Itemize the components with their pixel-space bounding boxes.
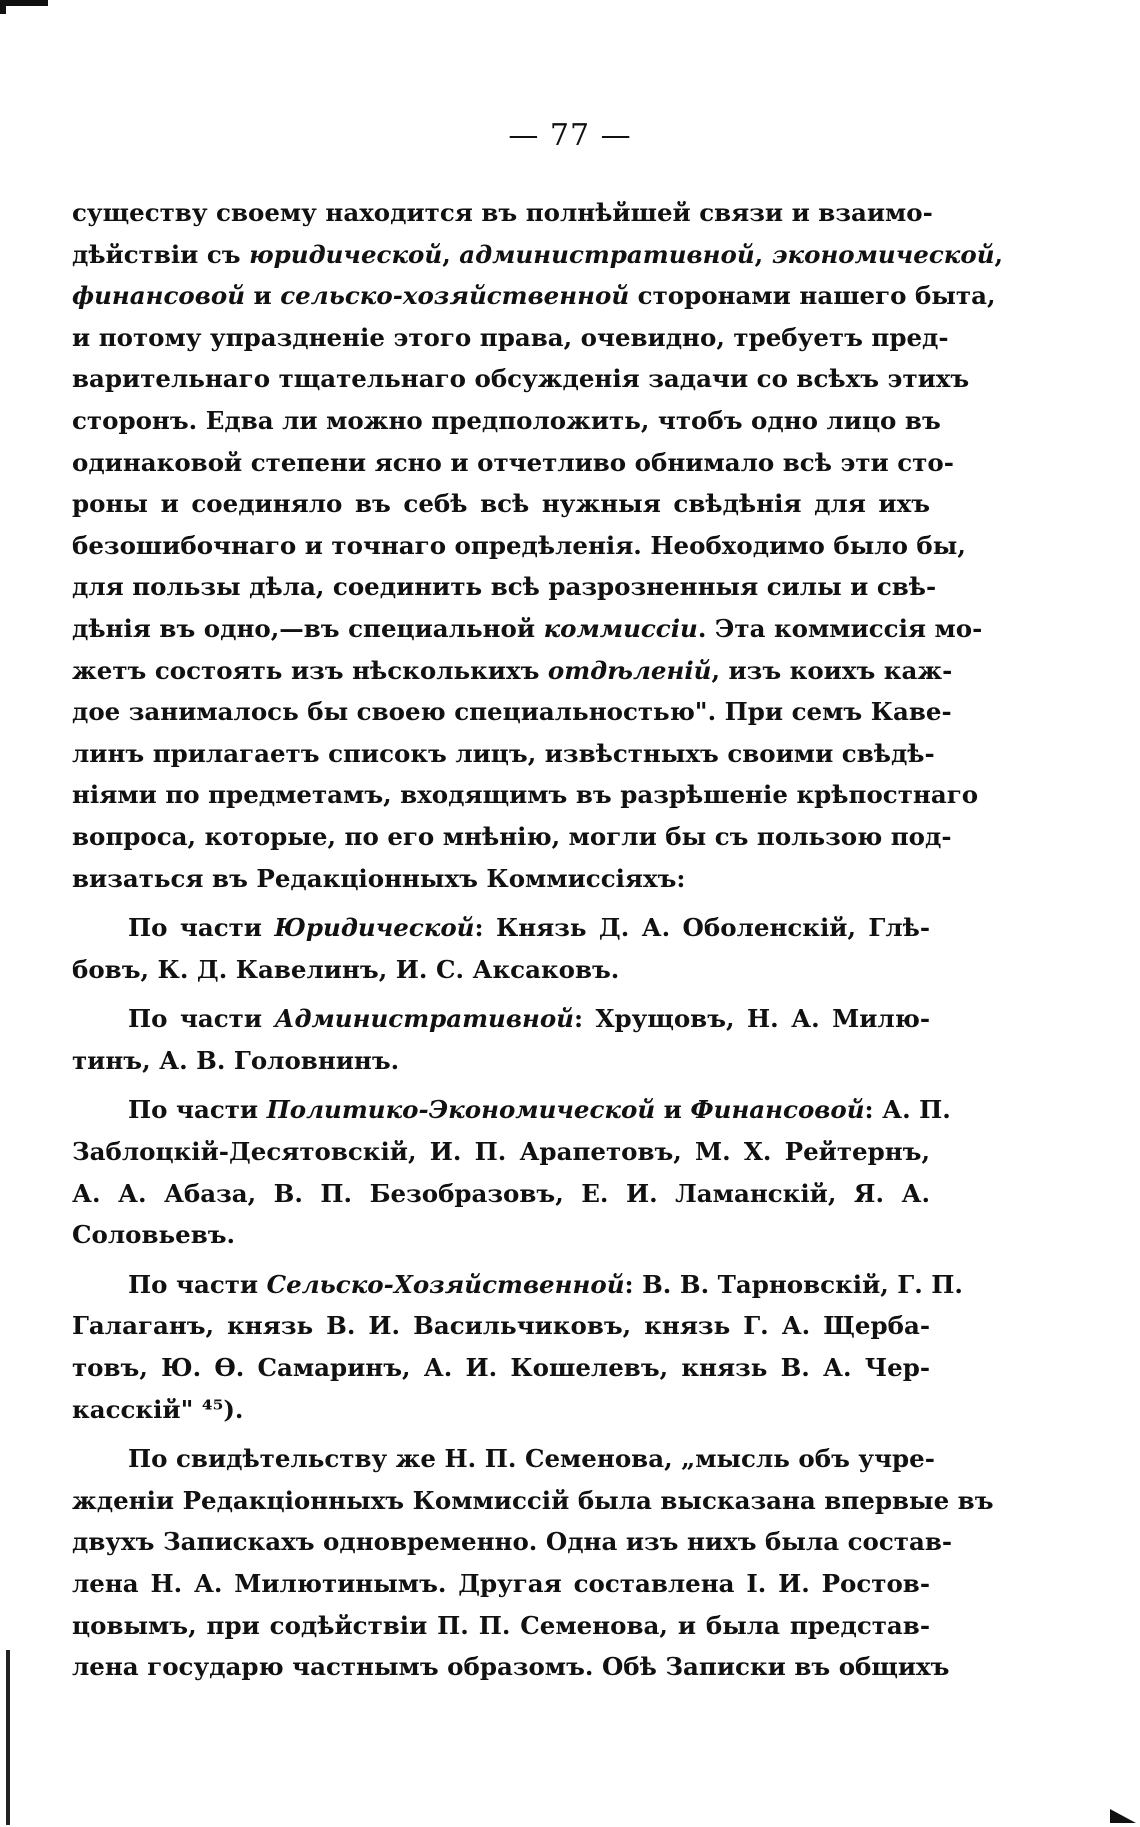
text-line: линъ прилагаетъ списокъ лицъ, извѣстныхъ своими свѣдѣ- [72,738,935,768]
text-line: жетъ состоять изъ нѣсколькихъ отдѣленій, изъ коихъ каж- [72,655,953,685]
text-line: бовъ, К. Д. Кавелинъ, И. С. Аксаковъ. [72,954,620,984]
text-line: По части Политико-Экономической и Финансовой: А. П. [128,1095,951,1125]
text-line: дѣйствіи съ юридической, административной, экономической, [72,239,1004,269]
text-line: жденіи Редакціонныхъ Коммиссій была высказана впервые въ [72,1485,994,1515]
text-line: и потому упраздненіе этого права, очевидно, требуетъ пред- [72,322,949,352]
text-line: По части Юридической: Князь Д. А. Оболенскій, Глѣ- [128,913,930,943]
emphasis-text: Сельско-Хозяйственной [266,1269,625,1299]
emphasis-text: административной [459,239,755,269]
text-line: тинъ, А. В. Головнинъ. [72,1045,400,1075]
text-line: дѣнія въ одно,—въ специальной коммиссіи. Эта коммиссія мо- [72,613,983,643]
scan-corner-mark-vertical [0,0,6,14]
text-line: По части Административной: Хрущовъ, Н. А. Милю- [128,1004,930,1034]
emphasis-text: Политико-Экономической [266,1095,656,1125]
text-line: безошибочнаго и точнаго опредѣленія. Необходимо было бы, [72,530,966,560]
paragraph-p2 [72,907,930,990]
text-line: товъ, Ю. Ѳ. Самаринъ, А. И. Кошелевъ, князь В. А. Чер- [72,1353,930,1383]
page-number: — 77 — [508,118,632,153]
emphasis-text: Административной [274,1004,574,1034]
text-line: визаться въ Редакціонныхъ Коммиссіяхъ: [72,863,686,893]
text-line: касскій" ⁴⁵). [72,1394,244,1424]
paragraph-p6 [72,1438,994,1688]
text-line: По свидѣтельству же Н. П. Семенова, „мысль объ учре- [128,1444,935,1474]
paragraph-p5 [72,1264,963,1430]
emphasis-text: юридической [249,239,443,269]
emphasis-text: экономической [771,239,995,269]
page-turn-arrow-icon [1110,1809,1136,1823]
paragraph-p3 [72,998,930,1081]
text-line: цовымъ, при содѣйствіи П. П. Семенова, и была представ- [72,1610,930,1640]
text-line: ніями по предметамъ, входящимъ въ разрѣшеніе крѣпостнаго [72,780,979,810]
text-line: Соловьевъ. [72,1220,236,1250]
text-line: лена государю частнымъ образомъ. Обѣ Записки въ общихъ [72,1652,950,1682]
scan-corner-mark [0,0,48,6]
text-line: Галаганъ, князь В. И. Васильчиковъ, князь Г. А. Щерба- [72,1311,930,1341]
emphasis-text: Юридической [274,913,475,943]
text-line: для пользы дѣла, соединить всѣ разрозненныя силы и свѣ- [72,572,937,602]
text-line: финансовой и сельско-хозяйственной сторонами нашего быта, [72,281,996,311]
text-line: существу своему находится въ полнѣйшей связи и взаимо- [72,198,933,227]
body-text [72,192,1004,1688]
text-line: сторонъ. Едва ли можно предположить, чтобъ одно лицо въ [72,405,941,435]
text-line: А. А. Абаза, В. П. Безобразовъ, Е. И. Ламанскій, Я. А. [72,1178,930,1208]
paragraph-p1 [72,192,1004,899]
emphasis-text: Финансовой [690,1095,865,1125]
text-line: одинаковой степени ясно и отчетливо обнимало всѣ эти сто- [72,447,954,477]
text-line: По части Сельско-Хозяйственной: В. В. Тарновскій, Г. П. [128,1269,963,1299]
text-line: варительнаго тщательнаго обсужденія задачи со всѣхъ этихъ [72,364,970,394]
scan-edge-rule [6,1650,10,1825]
text-line: дое занималось бы своею специальностью". При семъ Каве- [72,697,952,727]
emphasis-text: сельско-хозяйственной [280,281,630,311]
emphasis-text: финансовой [72,281,246,311]
text-line: роны и соединяло въ себѣ всѣ нужныя свѣдѣнія для ихъ [72,489,930,519]
paragraph-p4 [72,1089,951,1255]
emphasis-text: коммиссіи [543,613,698,643]
text-line: двухъ Запискахъ одновременно. Одна изъ нихъ была состав- [72,1527,953,1557]
emphasis-text: отдѣленій [547,655,712,685]
text-line: лена Н. А. Милютинымъ. Другая составлена І. И. Ростов- [72,1569,930,1598]
text-line: вопроса, которые, по его мнѣнію, могли бы съ пользою под- [72,821,952,851]
text-line: Заблоцкій-Десятовскій, И. П. Арапетовъ, М. Х. Рейтернъ, [72,1137,930,1167]
